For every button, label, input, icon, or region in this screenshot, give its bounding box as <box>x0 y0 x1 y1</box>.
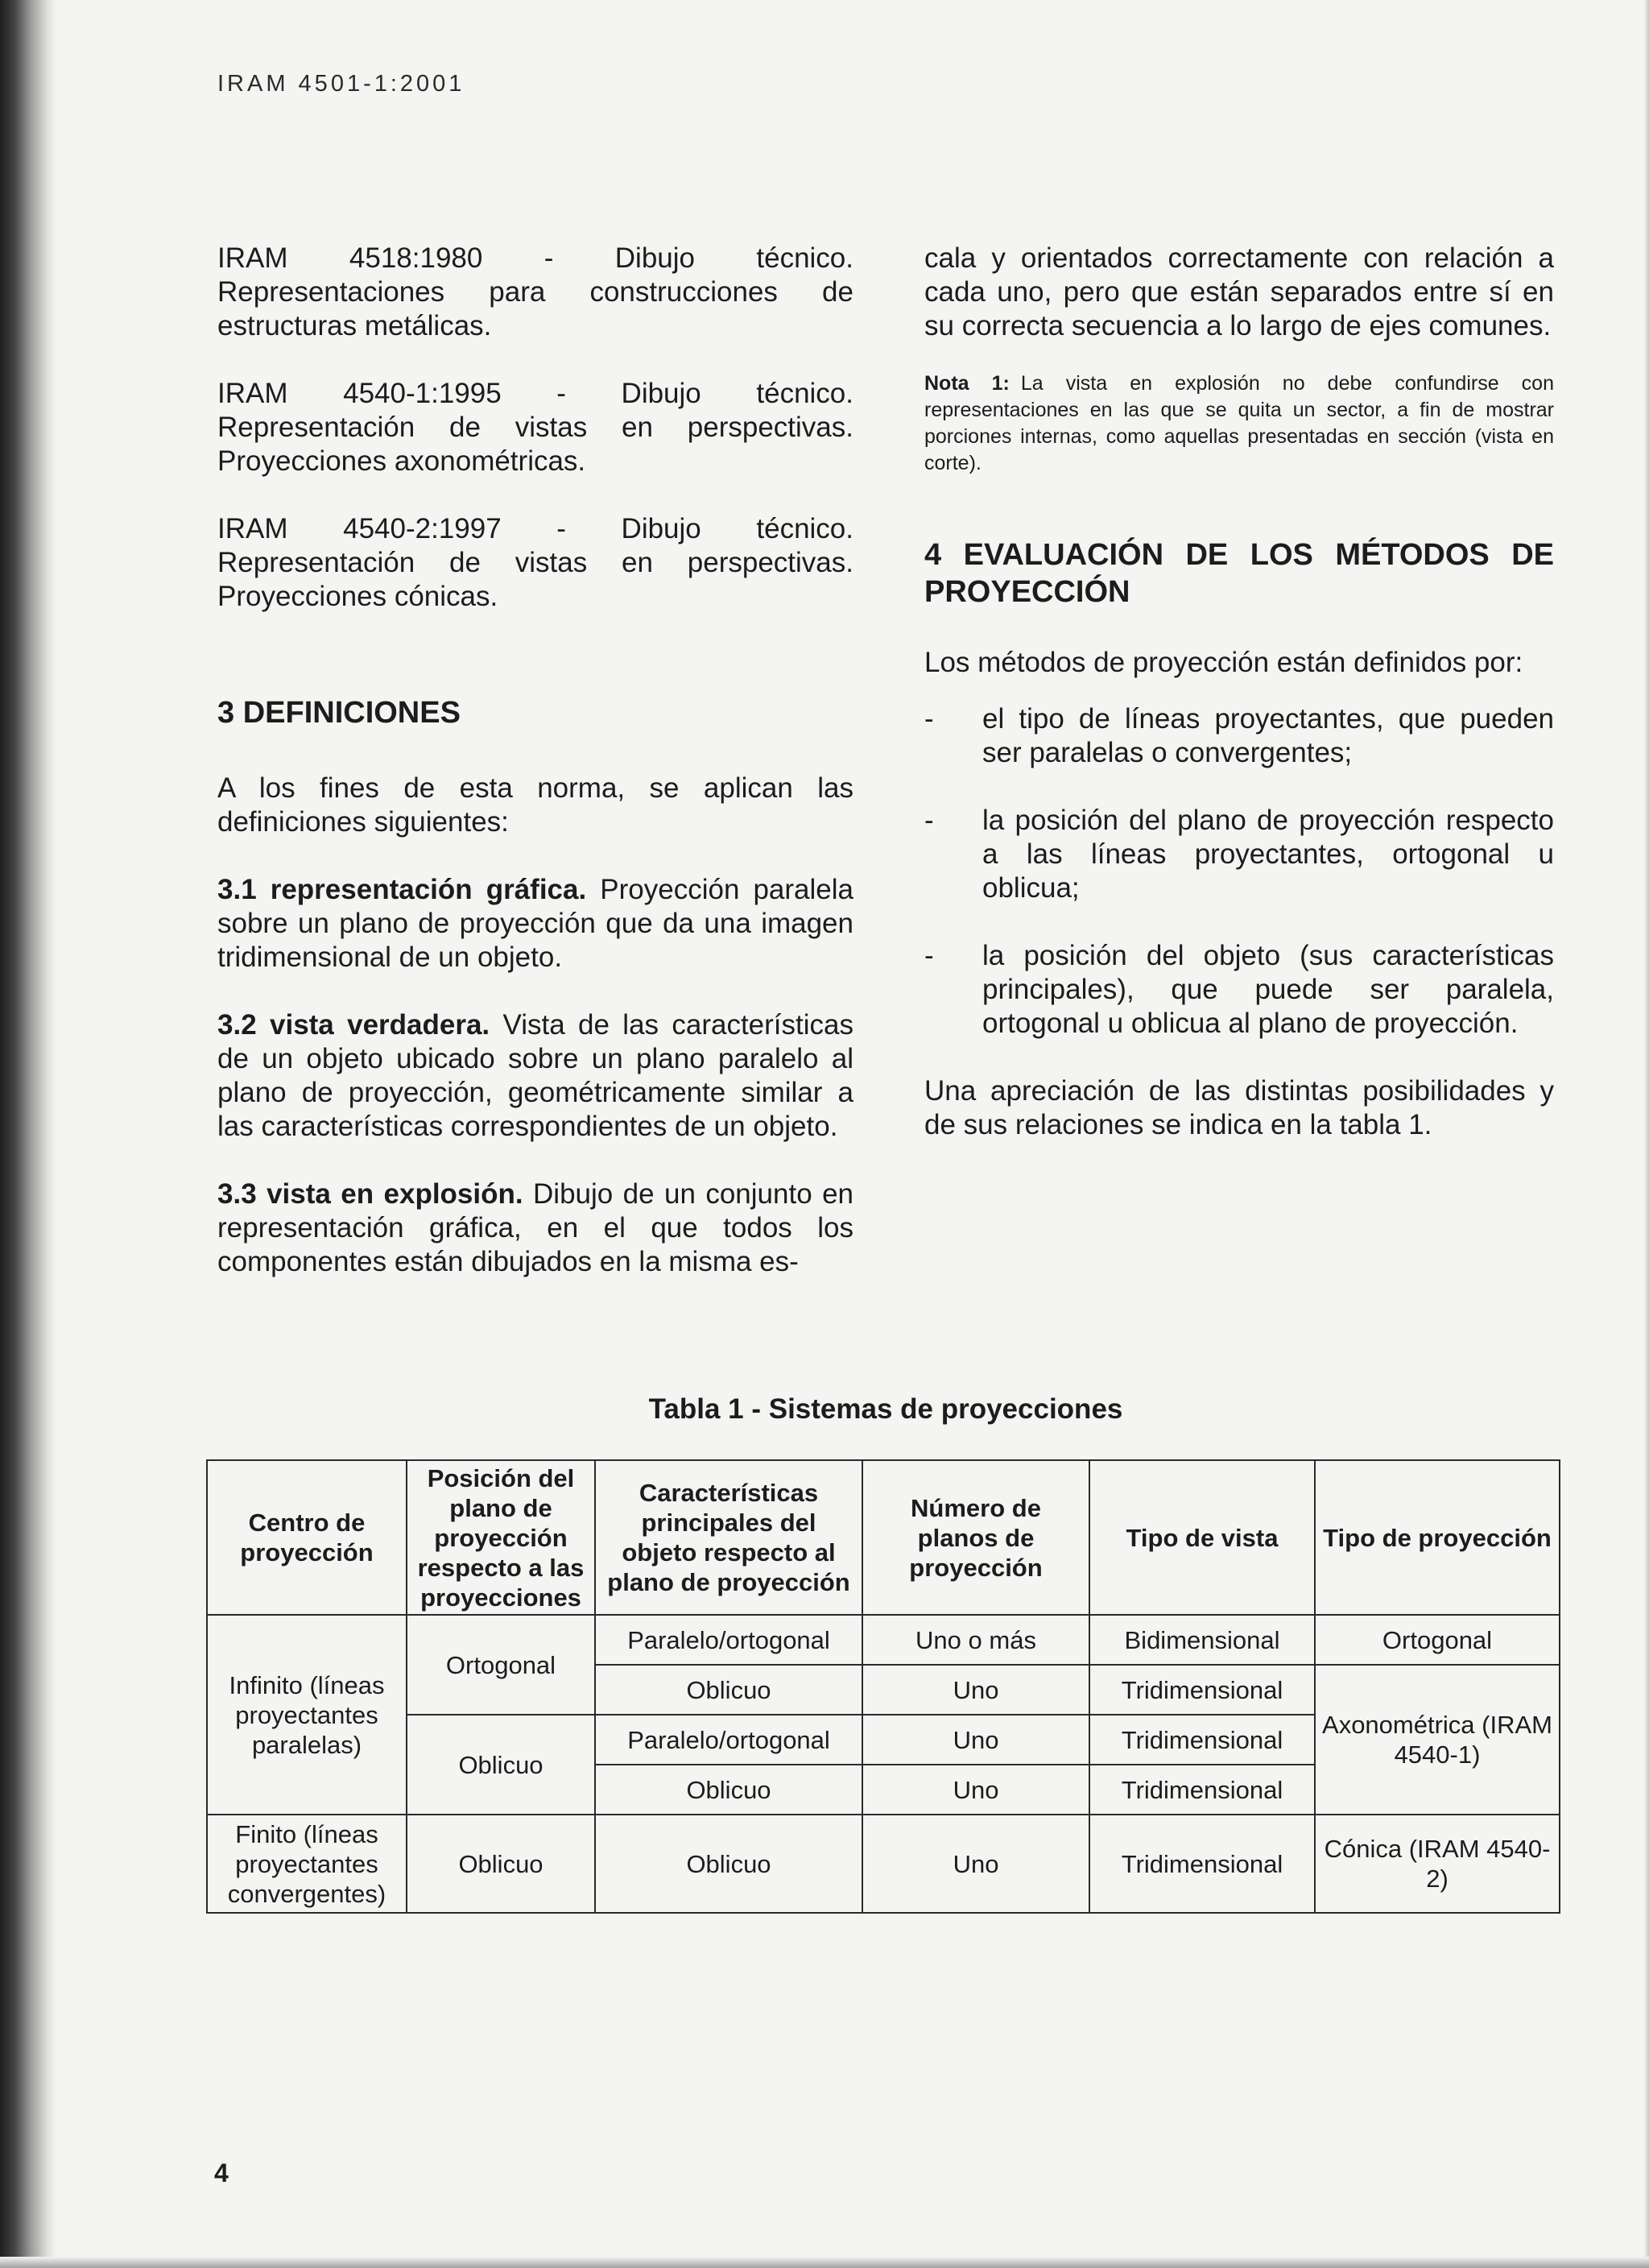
table-cell: Oblicuo <box>407 1715 595 1815</box>
table-cell: Uno <box>862 1815 1089 1913</box>
table-row <box>207 1615 1560 1665</box>
table-cell: Tridimensional <box>1089 1815 1315 1913</box>
right-column <box>924 242 1554 1142</box>
definition-number: 3.1 <box>217 874 257 905</box>
table-caption: Tabla 1 - Sistemas de proyecciones <box>648 1393 1123 1425</box>
projection-criteria-list <box>924 702 1554 1041</box>
list-dash: - <box>924 940 934 971</box>
table-cell: Uno <box>862 1765 1089 1815</box>
list-dash: - <box>924 805 934 836</box>
section-3-heading: 3 DEFINICIONES <box>217 696 461 730</box>
table-cell: Cónica (IRAM 4540-2) <box>1315 1815 1560 1913</box>
page-edge-right <box>1644 0 1649 2268</box>
section-4-closing: Una apreciación de las distintas posibilidades y de sus relaciones se indica en la tabla 1. <box>924 1075 1554 1140</box>
table-cell: Axonométrica (IRAM 4540-1) <box>1315 1665 1560 1815</box>
definition-number: 3.2 <box>217 1009 257 1041</box>
table-cell: Oblicuo <box>407 1815 595 1913</box>
section-4-lead: Los métodos de proyección están definidos por: <box>924 647 1523 678</box>
reference-iram-4540-1: IRAM 4540-1:1995 - Dibujo técnico. Representación de vistas en perspectivas. Proyecciones axonométricas. <box>217 378 853 477</box>
column-header: Número de planos de proyección <box>862 1460 1089 1615</box>
table-cell: Tridimensional <box>1089 1665 1315 1715</box>
section-3-intro: A los fines de esta norma, se aplican las definiciones siguientes: <box>217 772 853 838</box>
definition-3-1 <box>217 873 853 975</box>
table-cell: Tridimensional <box>1089 1715 1315 1765</box>
table-cell: Paralelo/ortogonal <box>595 1715 862 1765</box>
table-header-row <box>207 1460 1560 1615</box>
column-header: Tipo de vista <box>1089 1460 1315 1615</box>
table-cell: Finito (líneas proyectantes convergentes) <box>207 1815 407 1913</box>
definition-3-3-continuation: cala y orientados correctamente con relación a cada uno, pero que están separados entre sí en su correcta secuencia a lo largo de ejes comunes. <box>924 242 1554 341</box>
note-1 <box>924 370 1554 477</box>
table-cell: Oblicuo <box>595 1815 862 1913</box>
table-row <box>207 1815 1560 1913</box>
table-cell: Ortogonal <box>407 1615 595 1715</box>
table-cell: Ortogonal <box>1315 1615 1560 1665</box>
table-cell: Uno <box>862 1715 1089 1765</box>
definition-term: representación gráfica. <box>270 874 587 905</box>
definition-3-3 <box>217 1177 853 1279</box>
column-header: Tipo de proyección <box>1315 1460 1560 1615</box>
list-item-text: la posición del objeto (sus características principales), que puede ser paralela, ortogonal u oblicua al plano de proyección. <box>982 940 1554 1039</box>
definition-term: vista en explosión. <box>267 1178 523 1210</box>
definition-text: Proyección paralela sobre un plano de proyección que da una imagen tridimensional de un objeto. <box>217 874 853 973</box>
reference-iram-4518: IRAM 4518:1980 - Dibujo técnico. Representaciones para construcciones de estructuras metálicas. <box>217 242 853 341</box>
table-cell: Paralelo/ortogonal <box>595 1615 862 1665</box>
definition-text: Vista de las características de un objeto ubicado sobre un plano paralelo al plano de proyección, geométricamente similar a las características correspondientes de un objeto. <box>217 1009 853 1142</box>
table-cell: Bidimensional <box>1089 1615 1315 1665</box>
definition-3-2 <box>217 1008 853 1144</box>
page-number: 4 <box>214 2158 229 2187</box>
table-cell: Oblicuo <box>595 1765 862 1815</box>
note-label: Nota 1: <box>924 372 1010 395</box>
left-column <box>217 242 853 1279</box>
table-cell: Tridimensional <box>1089 1765 1315 1815</box>
table-cell: Uno o más <box>862 1615 1089 1665</box>
table-cell: Oblicuo <box>595 1665 862 1715</box>
section-4-heading: 4 EVALUACIÓN DE LOS MÉTODOS DE PROYECCIÓN <box>924 538 1554 609</box>
table-cell: Infinito (líneas proyectantes paralelas) <box>207 1615 407 1815</box>
document-code-header: IRAM 4501-1:2001 <box>217 71 465 97</box>
page-edge-shadow <box>0 0 56 2268</box>
table-cell: Uno <box>862 1665 1089 1715</box>
list-item <box>924 804 1554 905</box>
list-item <box>924 702 1554 770</box>
projection-systems-table <box>206 1459 1560 1914</box>
column-header: Características principales del objeto respecto al plano de proyección <box>595 1460 862 1615</box>
page-edge-bottom <box>0 2257 1649 2268</box>
definition-text: Dibujo de un conjunto en representación gráfica, en el que todos los componentes están dibujados en la misma es- <box>217 1178 854 1277</box>
note-text: La vista en explosión no debe confundirse con representaciones en las que se quita un sector, a fin de mostrar porciones internas, como aquellas presentadas en sección (vista en corte). <box>924 372 1554 474</box>
list-dash: - <box>924 703 934 735</box>
list-item <box>924 939 1554 1041</box>
reference-iram-4540-2: IRAM 4540-2:1997 - Dibujo técnico. Representación de vistas en perspectivas. Proyecciones cónicas. <box>217 513 853 612</box>
definition-term: vista verdadera. <box>270 1009 490 1041</box>
list-item-text: la posición del plano de proyección respecto a las líneas proyectantes, ortogonal u oblicua; <box>982 805 1554 904</box>
column-header: Posición del plano de proyección respecto a las proyecciones <box>407 1460 595 1615</box>
definition-number: 3.3 <box>217 1178 257 1210</box>
list-item-text: el tipo de líneas proyectantes, que pueden ser paralelas o convergentes; <box>982 703 1554 768</box>
column-header: Centro de proyección <box>207 1460 407 1615</box>
